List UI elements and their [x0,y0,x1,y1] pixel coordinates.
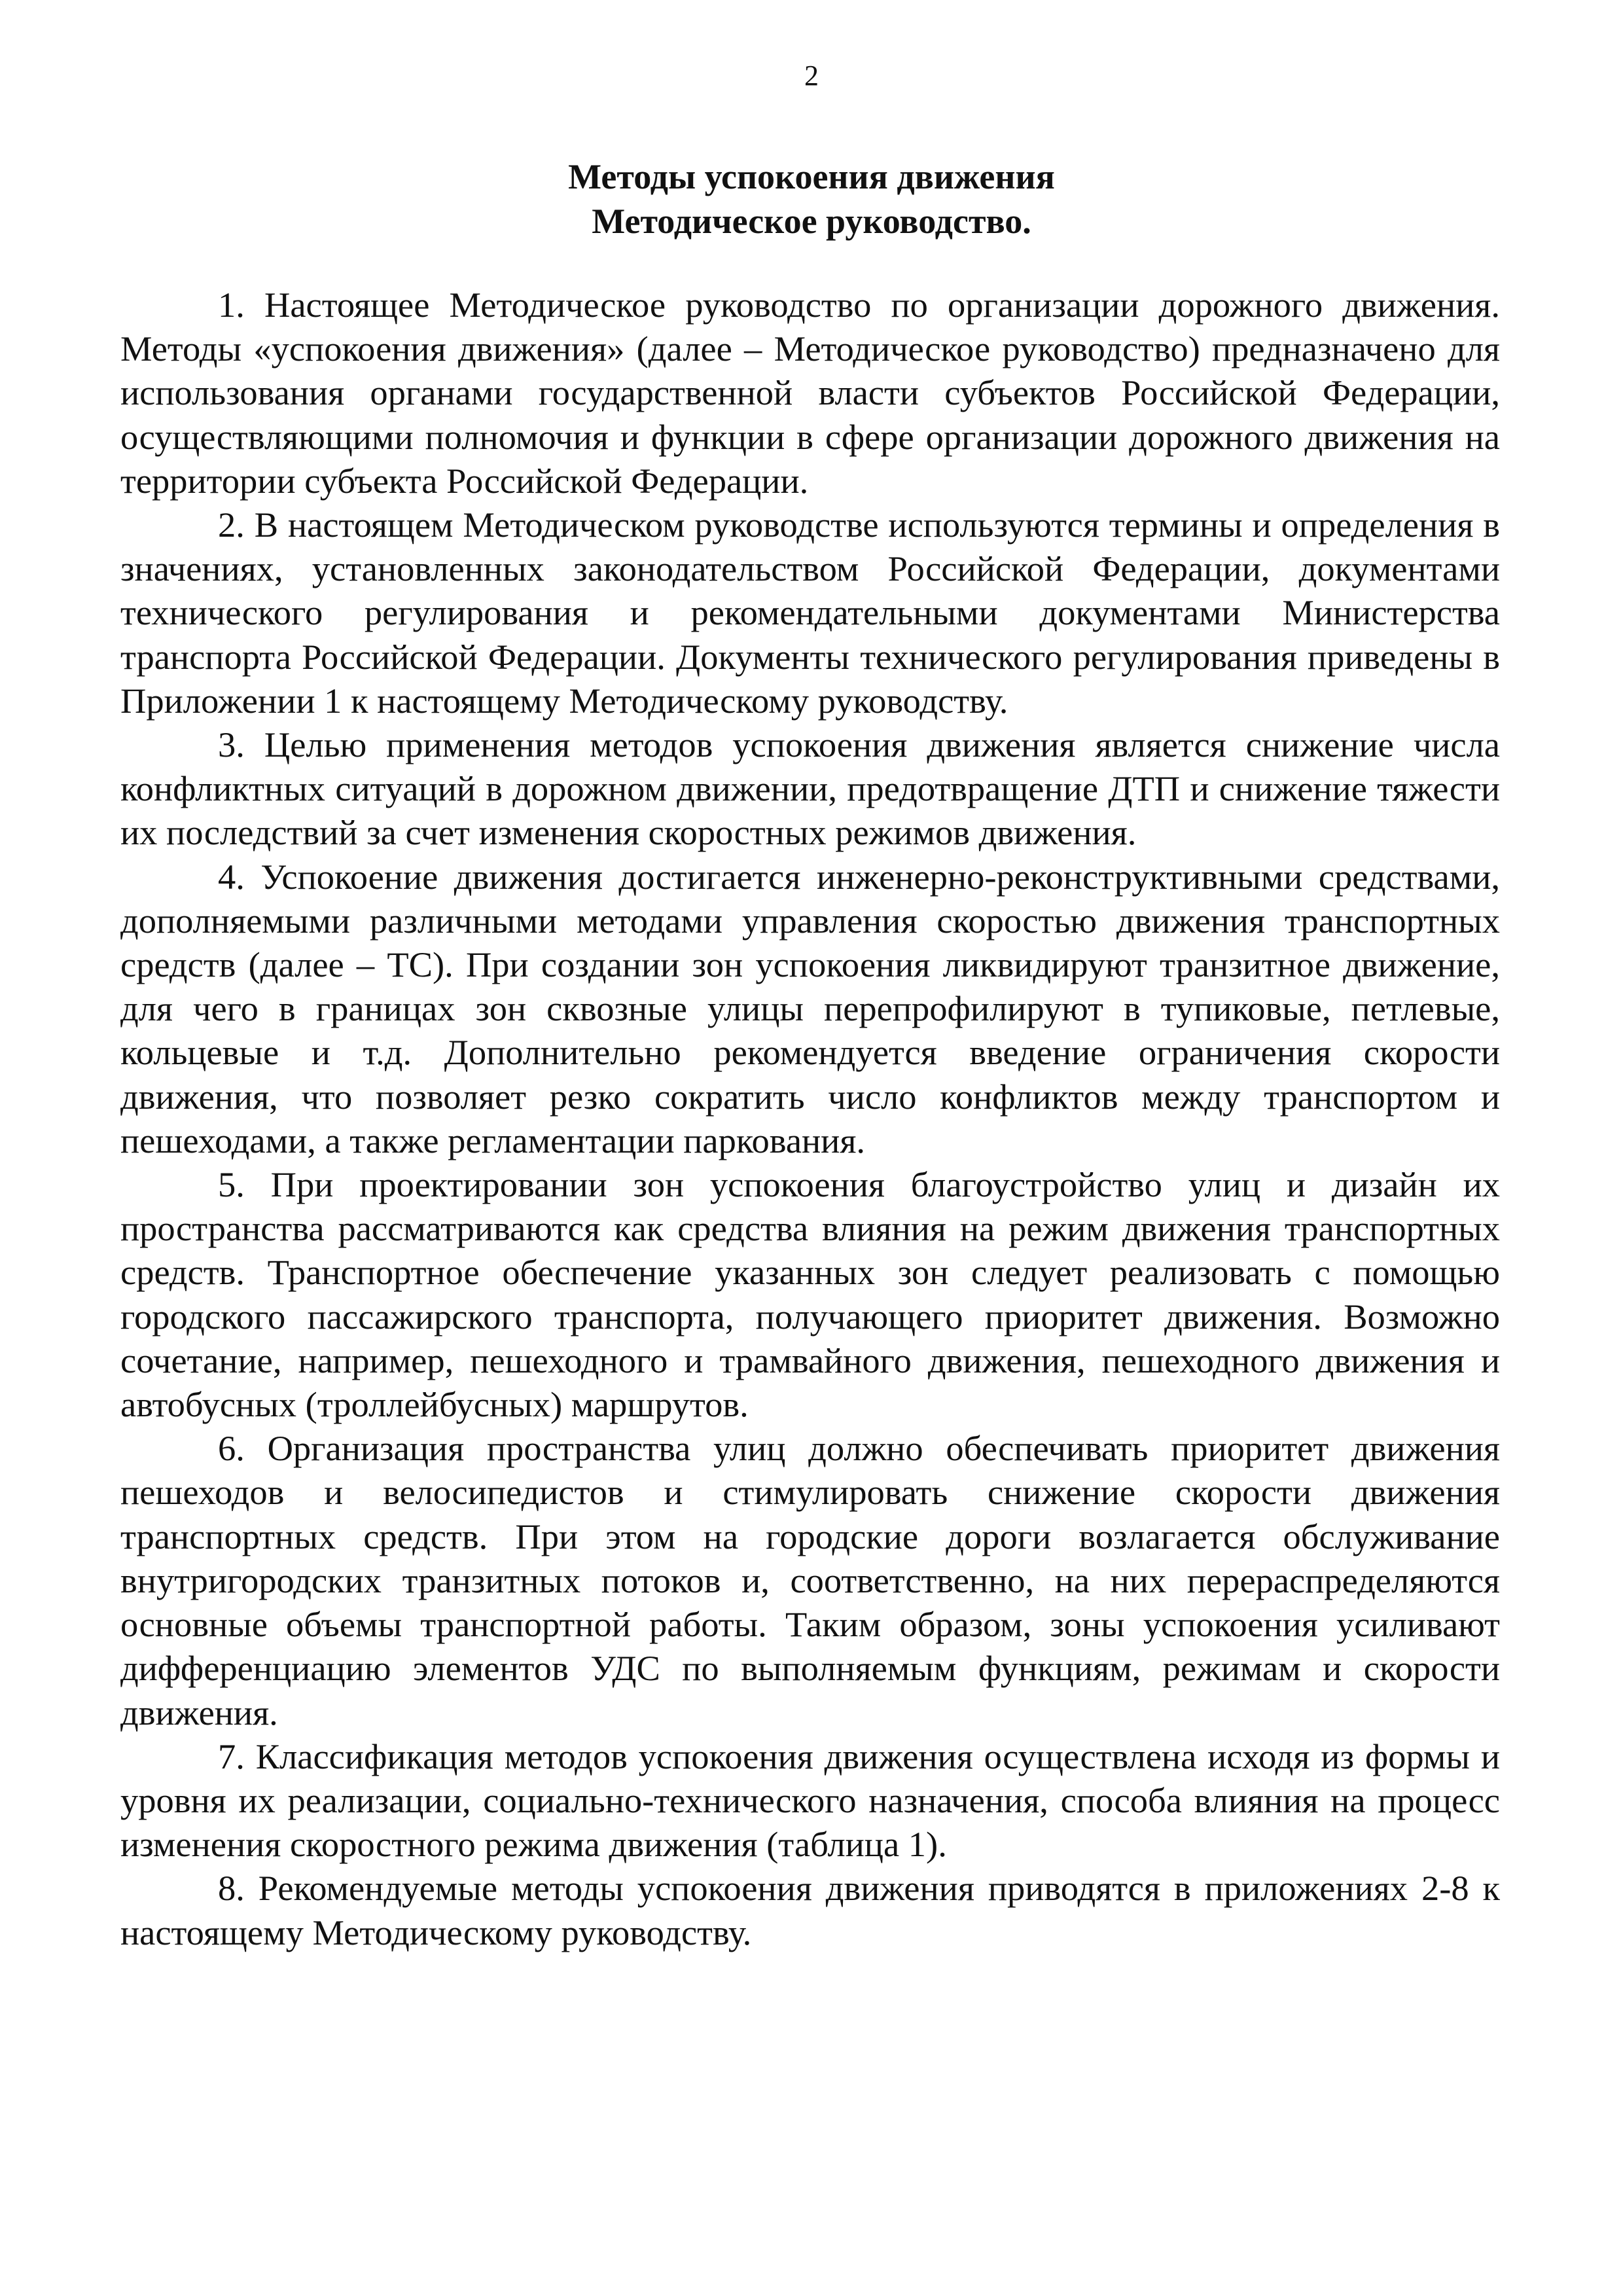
paragraph-3: 3. Целью применения методов успокоения движения является снижение числа конфликтных ситуаций в дорожном движении, предотвращение ДТП и снижение тяжести их последствий за счет изменения скоростных режимов движения. [120,725,1500,853]
body-text [120,283,1500,1954]
paragraph-4: 4. Успокоение движения достигается инженерно-реконструктивными средствами, дополняемыми различными методами управления скоростью движения транспортных средств (далее – ТС). При создании зон успокоения ликвидируют транзитное движение, для чего в границах зон сквозные улицы перепрофилируют в тупиковые, петлевые, кольцевые и т.д. Дополнительно рекомендуется введение ограничения скорости движения, что позволяет резко сократить число конфликтов между транспортом и пешеходами, а также регламентации паркования. [120,856,1500,1160]
title-line-subtitle: Методическое руководство. [592,202,1031,241]
paragraph-2: 2. В настоящем Методическом руководстве используются термины и определения в значениях, установленных законодательством Российской Федерации, документами технического регулирования и рекомендательными документами Министерства транспорта Российской Федерации. Документы технического регулирования приведены в Приложении 1 к настоящему Методическому руководству. [120,505,1500,721]
page-number: 2 [804,60,819,92]
title-line-main: Методы успокоения движения [568,157,1055,196]
paragraph-8: 8. Рекомендуемые методы успокоения движения приводятся в приложениях 2-8 к настоящему Методическому руководству. [120,1868,1500,1952]
paragraph-7: 7. Классификация методов успокоения движения осуществлена исходя из формы и уровня их реализации, социально-технического назначения, способа влияния на процесс изменения скоростного режима движения (таблица 1). [120,1736,1500,1865]
paragraph-6: 6. Организация пространства улиц должно обеспечивать приоритет движения пешеходов и велосипедистов и стимулировать снижение скорости движения транспортных средств. При этом на городские дороги возлагается обслуживание внутригородских транзитных потоков и, соответственно, на них перераспределяются основные объемы транспортной работы. Таким образом, зоны успокоения усиливают дифференциацию элементов УДС по выполняемым функциям, режимам и скорости движения. [120,1428,1500,1732]
paragraph-5: 5. При проектировании зон успокоения благоустройство улиц и дизайн их пространства рассматриваются как средства влияния на режим движения транспортных средств. Транспортное обеспечение указанных зон следует реализовать с помощью городского пассажирского транспорта, получающего приоритет движения. Возможно сочетание, например, пешеходного и трамвайного движения, пешеходного движения и автобусных (троллейбусных) маршрутов. [120,1164,1500,1425]
paragraph-1: 1. Настоящее Методическое руководство по организации дорожного движения. Методы «успокоения движения» (далее – Методическое руководство) предназначено для использования органами государственной власти субъектов Российской Федерации, осуществляющими полномочия и функции в сфере организации дорожного движения на территории субъекта Российской Федерации. [120,285,1500,501]
document-title [0,154,1623,243]
